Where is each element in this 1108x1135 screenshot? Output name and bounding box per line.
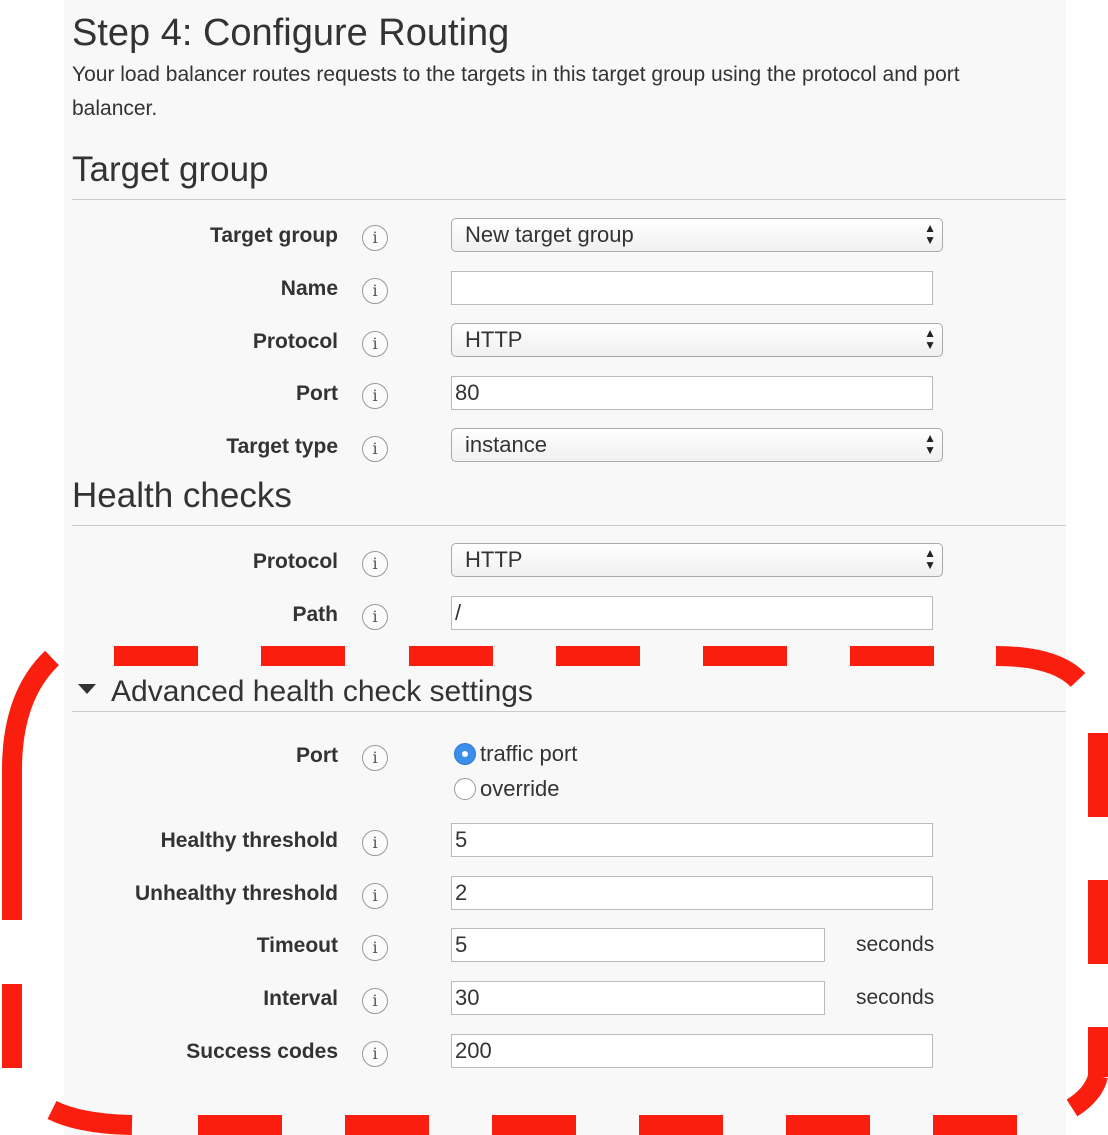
advanced-port-label: Port — [296, 744, 338, 767]
interval-unit: seconds — [856, 986, 935, 1009]
info-icon[interactable]: i — [362, 436, 388, 462]
port-input[interactable]: 80 — [451, 376, 933, 410]
success-codes-input[interactable]: 200 — [451, 1034, 933, 1068]
health-protocol-label: Protocol — [252, 550, 338, 573]
success-codes-label: Success codes — [186, 1040, 338, 1063]
info-icon[interactable]: i — [362, 383, 388, 409]
path-input[interactable]: / — [451, 596, 933, 630]
info-icon[interactable]: i — [362, 278, 388, 304]
health-checks-heading: Health checks — [72, 476, 292, 515]
name-input[interactable] — [451, 271, 933, 305]
protocol-select-value: HTTP — [465, 327, 523, 352]
target-group-label: Target group — [210, 224, 338, 247]
page-description — [72, 58, 1062, 126]
override-label[interactable]: override — [480, 776, 560, 801]
path-label: Path — [292, 603, 338, 626]
page-title: Step 4: Configure Routing — [72, 12, 510, 54]
info-icon[interactable]: i — [362, 745, 388, 771]
up-down-arrows-icon: ▲ ▼ — [924, 546, 936, 572]
target-type-label: Target type — [226, 435, 338, 458]
section-divider — [72, 525, 1066, 526]
target-group-select-value: New target group — [465, 222, 634, 247]
highlight-corner — [1072, 1076, 1098, 1108]
unhealthy-threshold-label: Unhealthy threshold — [134, 882, 338, 905]
target-group-heading: Target group — [72, 150, 269, 189]
timeout-label: Timeout — [256, 934, 338, 957]
section-divider — [72, 199, 1066, 200]
name-label: Name — [280, 277, 338, 300]
info-icon[interactable]: i — [362, 604, 388, 630]
up-down-arrows-icon: ▲ ▼ — [924, 431, 936, 457]
info-icon[interactable]: i — [362, 1041, 388, 1067]
protocol-select[interactable] — [451, 323, 943, 357]
highlight-corner — [996, 656, 1078, 680]
target-group-select[interactable] — [451, 218, 943, 252]
info-icon[interactable]: i — [362, 883, 388, 909]
interval-input[interactable]: 30 — [451, 981, 825, 1015]
health-protocol-select[interactable] — [451, 543, 943, 577]
target-type-select-value: instance — [465, 432, 547, 457]
up-down-arrows-icon: ▲ ▼ — [924, 221, 936, 247]
port-label: Port — [296, 382, 338, 405]
highlight-corners — [0, 646, 1108, 1135]
info-icon[interactable]: i — [362, 988, 388, 1014]
healthy-threshold-input[interactable]: 5 — [451, 823, 933, 857]
timeout-input[interactable]: 5 — [451, 928, 825, 962]
info-icon[interactable]: i — [362, 225, 388, 251]
info-icon[interactable]: i — [362, 935, 388, 961]
description-line-1: Your load balancer routes requests to the targets in this target group using the protocol and port — [72, 63, 960, 86]
advanced-settings-heading: Advanced health check settings — [111, 675, 533, 708]
unhealthy-threshold-input[interactable]: 2 — [451, 876, 933, 910]
info-icon[interactable]: i — [362, 830, 388, 856]
highlight-corner — [12, 658, 52, 770]
healthy-threshold-label: Healthy threshold — [160, 829, 338, 852]
up-down-arrows-icon: ▲ ▼ — [924, 326, 936, 352]
health-protocol-select-value: HTTP — [465, 547, 523, 572]
timeout-unit: seconds — [856, 933, 935, 956]
info-icon[interactable]: i — [362, 551, 388, 577]
interval-label: Interval — [263, 987, 338, 1010]
info-icon[interactable]: i — [362, 331, 388, 357]
target-type-select[interactable] — [451, 428, 943, 462]
highlight-corner — [52, 1110, 132, 1125]
description-line-2: balancer. — [72, 97, 158, 120]
traffic-port-label[interactable]: traffic port — [480, 741, 578, 766]
protocol-label: Protocol — [252, 330, 338, 353]
